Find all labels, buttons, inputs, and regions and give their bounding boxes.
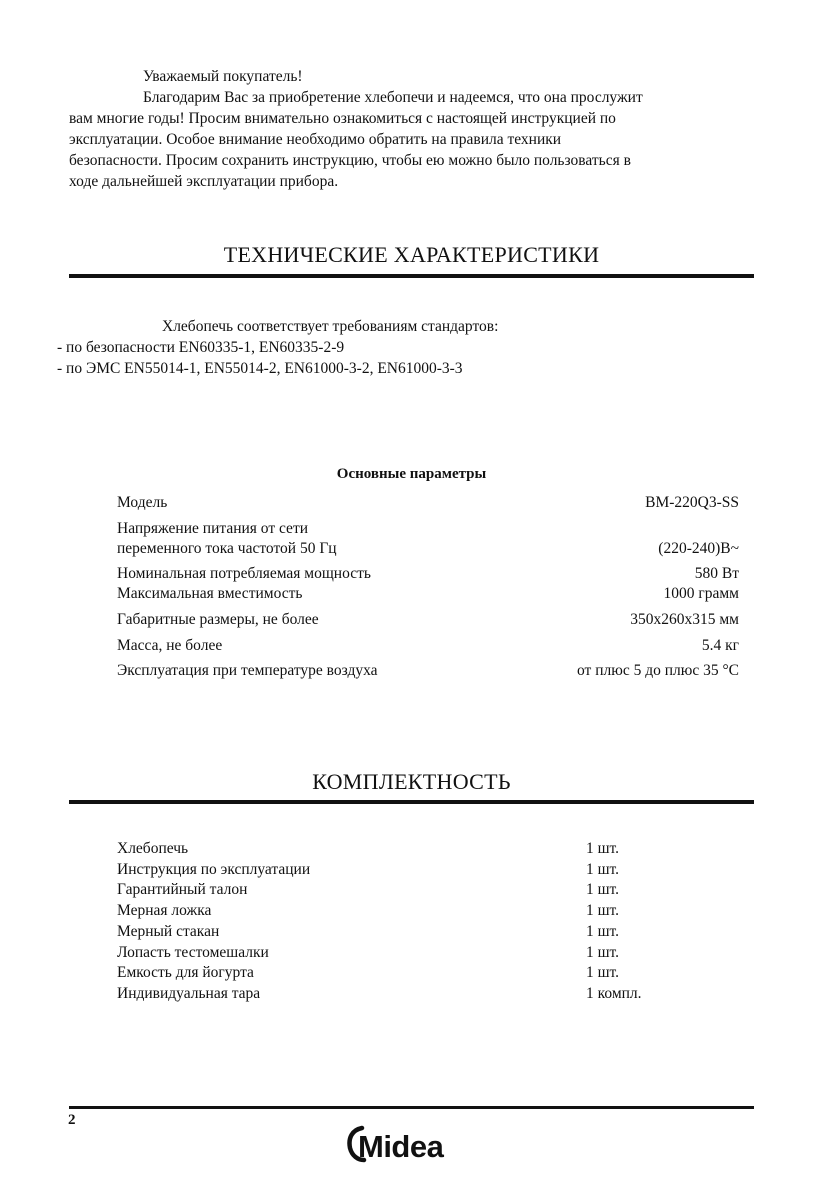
kit-item-qty: 1 шт. bbox=[586, 964, 620, 982]
param-row bbox=[117, 636, 739, 656]
kit-item bbox=[117, 901, 677, 922]
param-label: Масса, не более bbox=[117, 637, 223, 654]
param-label: Номинальная потребляемая мощность bbox=[117, 565, 371, 582]
intro-line: Благодарим Вас за приобретение хлебопечи и надеемся, что она прослужит bbox=[143, 89, 643, 106]
kit-item bbox=[117, 943, 677, 964]
kit-item-qty: 1 шт. bbox=[586, 922, 620, 940]
kit-item bbox=[117, 880, 677, 901]
kit-item-qty: 1 шт. bbox=[586, 902, 620, 920]
param-row bbox=[117, 493, 739, 513]
param-label: переменного тока частотой 50 Гц bbox=[117, 540, 337, 557]
param-label: Максимальная вместимость bbox=[117, 585, 303, 602]
greeting: Уважаемый покупатель! bbox=[143, 68, 303, 85]
kit-item-qty: 1 шт. bbox=[586, 881, 620, 899]
kit-item bbox=[117, 922, 677, 943]
kit-item-name: Лопасть тестомешалки bbox=[117, 943, 269, 961]
kit-item-name: Индивидуальная тара bbox=[117, 984, 261, 1002]
intro-line: эксплуатации. Особое внимание необходимо обратить на правила техники bbox=[69, 131, 562, 148]
kit-item bbox=[117, 984, 677, 1005]
intro-line: вам многие годы! Просим внимательно ознакомиться с настоящей инструкцией по bbox=[69, 110, 616, 127]
params-title: Основные параметры bbox=[336, 466, 487, 482]
intro-paragraph bbox=[69, 87, 739, 192]
brand-name: Midea bbox=[358, 1129, 444, 1164]
kit-item-name: Гарантийный талон bbox=[117, 881, 248, 899]
kit-section-title: КОМПЛЕКТНОСТЬ bbox=[312, 769, 511, 794]
kit-item-name: Мерный стакан bbox=[117, 922, 220, 940]
kit-item-name: Мерная ложка bbox=[117, 902, 212, 920]
footer-divider bbox=[69, 1106, 754, 1109]
param-value: (220-240)В~ bbox=[658, 540, 739, 557]
kit-item bbox=[117, 860, 677, 881]
page-number: 2 bbox=[68, 1112, 76, 1128]
kit-item-qty: 1 шт. bbox=[586, 840, 620, 857]
kit-item-qty: 1 шт. bbox=[586, 860, 620, 878]
specs-section-title: ТЕХНИЧЕСКИЕ ХАРАКТЕРИСТИКИ bbox=[223, 242, 600, 267]
kit-item-qty: 1 шт. bbox=[586, 943, 620, 961]
section-divider bbox=[69, 800, 754, 804]
kit-item-name: Емкость для йогурта bbox=[117, 964, 254, 982]
emc-standards: - по ЭМС EN55014-1, EN55014-2, EN61000-3-2, EN61000-3-3 bbox=[57, 360, 463, 377]
param-label: Габаритные размеры, не более bbox=[117, 611, 319, 628]
param-row bbox=[117, 564, 739, 604]
param-row bbox=[117, 661, 739, 681]
kit-item-qty: 1 компл. bbox=[586, 984, 642, 1002]
kit-item bbox=[117, 963, 677, 984]
section-divider bbox=[69, 274, 754, 278]
midea-logo-mark-icon bbox=[346, 1124, 476, 1164]
param-label: Напряжение питания от сети bbox=[117, 520, 309, 537]
param-row bbox=[117, 519, 739, 559]
standards-block bbox=[57, 316, 498, 379]
param-value: 580 Вт bbox=[694, 565, 739, 582]
param-row bbox=[117, 610, 739, 630]
kit-item bbox=[117, 839, 677, 860]
safety-standards: - по безопасности EN60335-1, EN60335-2-9 bbox=[57, 339, 345, 356]
param-label: Модель bbox=[117, 494, 168, 511]
kit-item-name: Хлебопечь bbox=[117, 840, 189, 857]
midea-logo bbox=[346, 1124, 476, 1164]
intro-line: безопасности. Просим сохранить инструкцию, чтобы ею можно было пользоваться в bbox=[69, 152, 631, 169]
param-value: 5.4 кг bbox=[701, 637, 739, 654]
kit-item-name: Инструкция по эксплуатации bbox=[117, 860, 311, 878]
intro-line: ходе дальнейшей эксплуатации прибора. bbox=[69, 173, 339, 190]
param-value: BM-220Q3-SS bbox=[645, 494, 739, 511]
param-value: 1000 грамм bbox=[663, 585, 739, 602]
param-value: от плюс 5 до плюс 35 °С bbox=[577, 662, 739, 679]
standards-intro: Хлебопечь соответствует требованиям стандартов: bbox=[162, 318, 499, 335]
param-value: 350x260x315 мм bbox=[630, 611, 739, 628]
param-label: Эксплуатация при температуре воздуха bbox=[117, 662, 378, 679]
